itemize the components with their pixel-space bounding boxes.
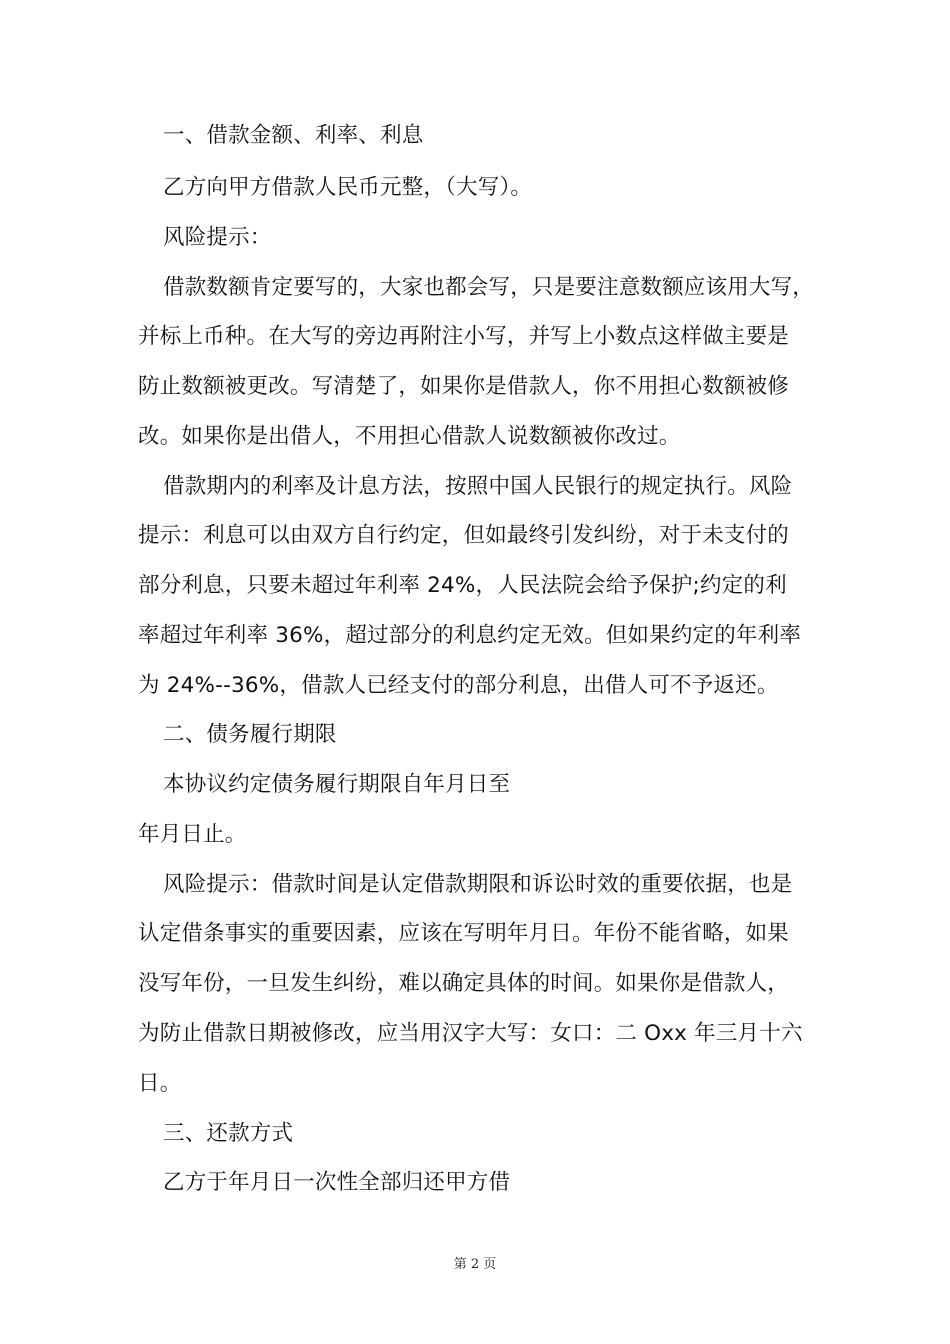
paragraph-line: 乙方向甲方借款人民币元整，（大写）。	[163, 175, 533, 200]
section-heading-loan-amount: 一、借款金额、利率、利息	[163, 123, 424, 148]
paragraph-line: 改。如果你是出借人，不用担心借款人说数额被你改过。	[138, 424, 681, 449]
paragraph-line: 提示：利息可以由双方自行约定，但如最终引发纠纷，对于未支付的	[138, 523, 790, 548]
paragraph-line: 认定借条事实的重要因素，应该在写明年月日。年份不能省略，如果	[138, 921, 790, 946]
risk-note-label: 风险提示：	[163, 225, 272, 250]
paragraph-line: 年月日止。	[138, 822, 247, 847]
paragraph-line: 借款数额肯定要写的，大家也都会写，只是要注意数额应该用大写，	[163, 275, 815, 300]
paragraph-line: 为 24%--36%，借款人已经支付的部分利息，出借人可不予返还。	[138, 673, 779, 698]
paragraph-line: 借款期内的利率及计息方法，按照中国人民银行的规定执行。风险	[163, 474, 793, 499]
paragraph-line: 没写年份，一旦发生纠纷，难以确定具体的时间。如果你是借款人，	[138, 971, 790, 996]
paragraph-line: 部分利息，只要未超过年利率 24%，人民法院会给予保护;约定的利	[138, 573, 787, 598]
paragraph-line: 乙方于年月日一次性全部归还甲方借	[163, 1170, 511, 1195]
paragraph-line: 日。	[138, 1071, 182, 1096]
section-heading-term: 二、债务履行期限	[163, 722, 337, 747]
paragraph-line: 本协议约定债务履行期限自年月日至	[163, 772, 511, 797]
paragraph-line: 并标上币种。在大写的旁边再附注小写，并写上小数点这样做主要是	[138, 324, 790, 349]
paragraph-line: 防止数额被更改。写清楚了，如果你是借款人，你不用担心数额被修	[138, 374, 790, 399]
paragraph-line: 为防止借款日期被修改，应当用汉字大写：女口：二 Oxx 年三月十六	[138, 1021, 803, 1046]
page-number: 第 2 页	[453, 1257, 497, 1272]
paragraph-line: 风险提示：借款时间是认定借款期限和诉讼时效的重要依据，也是	[163, 872, 793, 897]
section-heading-repayment: 三、还款方式	[163, 1121, 294, 1146]
paragraph-line: 率超过年利率 36%，超过部分的利息约定无效。但如果约定的年利率	[138, 623, 802, 648]
